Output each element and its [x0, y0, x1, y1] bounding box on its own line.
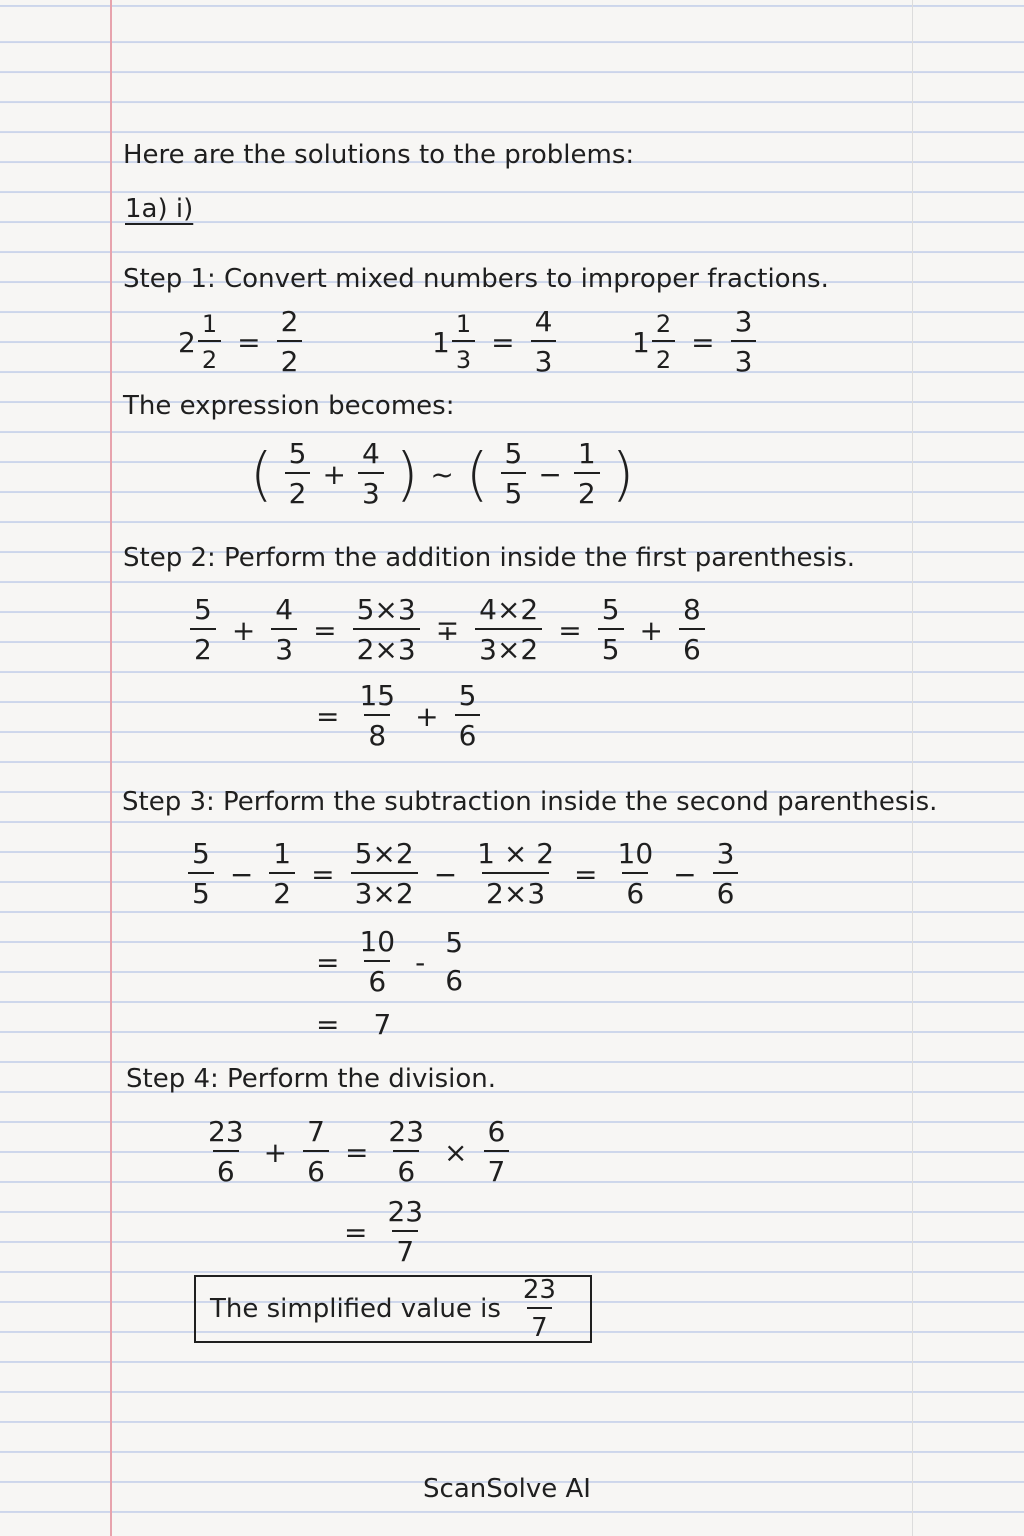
- fraction: $\frac{5}{2}$: [190, 596, 216, 664]
- step4-title: Step 4: Perform the division.: [126, 1064, 497, 1094]
- step3-title: Step 3: Perform the subtraction inside the second parenthesis.: [122, 787, 938, 817]
- footer-brand: ScanSolve AI: [423, 1474, 591, 1504]
- equals-sign: =: [344, 1215, 368, 1249]
- close-paren: ): [611, 440, 635, 508]
- equals-sign: =: [344, 1135, 369, 1169]
- fraction: 5 6: [445, 926, 464, 997]
- step2-line2: [316, 679, 480, 752]
- whole-part: 1: [432, 325, 450, 359]
- fraction: $\frac{2}{2}$: [652, 312, 675, 372]
- whole-part: 1: [632, 325, 650, 359]
- fraction: $\frac{4\times 2}{3\times 2}$: [475, 596, 542, 664]
- whole-part: 2: [178, 325, 196, 359]
- step3-line3: [316, 1008, 391, 1041]
- step4-line2: [344, 1195, 427, 1268]
- equals-sign: =: [313, 613, 337, 647]
- fraction: $\frac{4}{3}$: [271, 596, 297, 664]
- open-paren: (: [250, 440, 273, 508]
- fraction: $\frac{1}{3}$: [452, 312, 475, 372]
- close-paren: ): [395, 440, 419, 508]
- operator: ∓: [435, 613, 460, 647]
- operator: ~: [430, 457, 454, 491]
- mixed-number: [432, 312, 475, 372]
- operator: −: [673, 857, 697, 891]
- conversion-1: [178, 305, 302, 378]
- equals-sign: =: [316, 1008, 340, 1041]
- fraction: $\frac{10}{6}$: [617, 837, 654, 910]
- step3-line1: [188, 837, 738, 910]
- fraction: $\frac{5\times 2}{3\times 2}$: [351, 840, 418, 908]
- equals-sign: =: [311, 857, 335, 891]
- equals-sign: =: [237, 325, 261, 359]
- operator: −: [433, 857, 458, 891]
- right-guide-line: [912, 0, 913, 1536]
- equals-sign: =: [491, 325, 515, 359]
- fraction: $\frac{15}{8}$: [359, 679, 396, 752]
- fraction: $\frac{1}{2}$: [198, 312, 221, 372]
- fraction: $\frac{5}{5}$: [188, 840, 214, 908]
- equals-sign: =: [558, 613, 582, 647]
- fraction: $\frac{23}{6}$: [208, 1115, 244, 1188]
- operator: +: [322, 457, 346, 491]
- step2-title: Step 2: Perform the addition inside the first parenthesis.: [123, 543, 856, 573]
- operator: ×: [444, 1135, 468, 1169]
- margin-line: [110, 0, 112, 1536]
- fraction: $\frac{3}{3}$: [731, 308, 757, 376]
- operator: −: [229, 857, 254, 891]
- fraction: $\frac{1}{2}$: [269, 840, 295, 908]
- step4-line1: [204, 1115, 509, 1188]
- operator: -: [415, 945, 426, 979]
- mixed-number: [178, 312, 221, 372]
- fraction: $\frac{5}{5}$: [598, 596, 624, 664]
- operator: +: [415, 699, 439, 733]
- equals-sign: =: [316, 699, 340, 733]
- fraction: $\frac{3}{6}$: [713, 840, 739, 908]
- fraction: $\frac{1}{2}$: [574, 440, 600, 508]
- fraction: $\frac{7}{6}$: [303, 1118, 329, 1186]
- fraction: $\frac{10}{6}$: [359, 925, 396, 998]
- fraction: $\frac{23}{6}$: [388, 1115, 425, 1188]
- conversion-2: [432, 305, 556, 378]
- fraction: $\frac{1 \times 2}{2\times 3}$: [477, 837, 555, 910]
- fraction: $\frac{5}{2}$: [285, 440, 311, 508]
- equals-sign: =: [574, 857, 598, 891]
- fraction: $\frac{6}{7}$: [484, 1118, 510, 1186]
- fraction: $\frac{5}{5}$: [501, 440, 527, 508]
- intro-text: Here are the solutions to the problems:: [123, 140, 635, 170]
- fraction: $\frac{2}{2}$: [277, 308, 303, 376]
- operator: +: [231, 613, 256, 647]
- open-paren: (: [465, 440, 489, 508]
- equals-sign: =: [316, 945, 340, 979]
- fraction: $\frac{4}{3}$: [531, 308, 557, 376]
- operator: +: [263, 1135, 288, 1169]
- problem-label: 1a) i): [125, 194, 194, 224]
- fraction: $\frac{8}{6}$: [679, 596, 705, 664]
- fraction: $\frac{5}{6}$: [455, 682, 481, 750]
- step1-title: Step 1: Convert mixed numbers to improper fractions.: [123, 264, 829, 294]
- step2-line1: [190, 593, 705, 666]
- answer-fraction: $\frac{23}{7}$: [522, 1275, 556, 1343]
- fraction: $\frac{4}{3}$: [358, 440, 384, 508]
- expression-intro: The expression becomes:: [123, 391, 455, 421]
- equals-sign: =: [691, 325, 715, 359]
- result-value: 7: [373, 1008, 392, 1041]
- fraction: $\frac{5\times 3}{2\times 3}$: [353, 596, 420, 664]
- operator: −: [538, 457, 562, 491]
- fraction: $\frac{23}{7}$: [387, 1195, 424, 1268]
- answer-text: The simplified value is: [210, 1294, 501, 1324]
- step3-line2: [316, 925, 467, 998]
- conversion-3: [632, 305, 756, 378]
- mixed-number: [632, 312, 675, 372]
- operator: +: [639, 613, 664, 647]
- expression: [250, 437, 635, 510]
- answer-box: [194, 1275, 592, 1343]
